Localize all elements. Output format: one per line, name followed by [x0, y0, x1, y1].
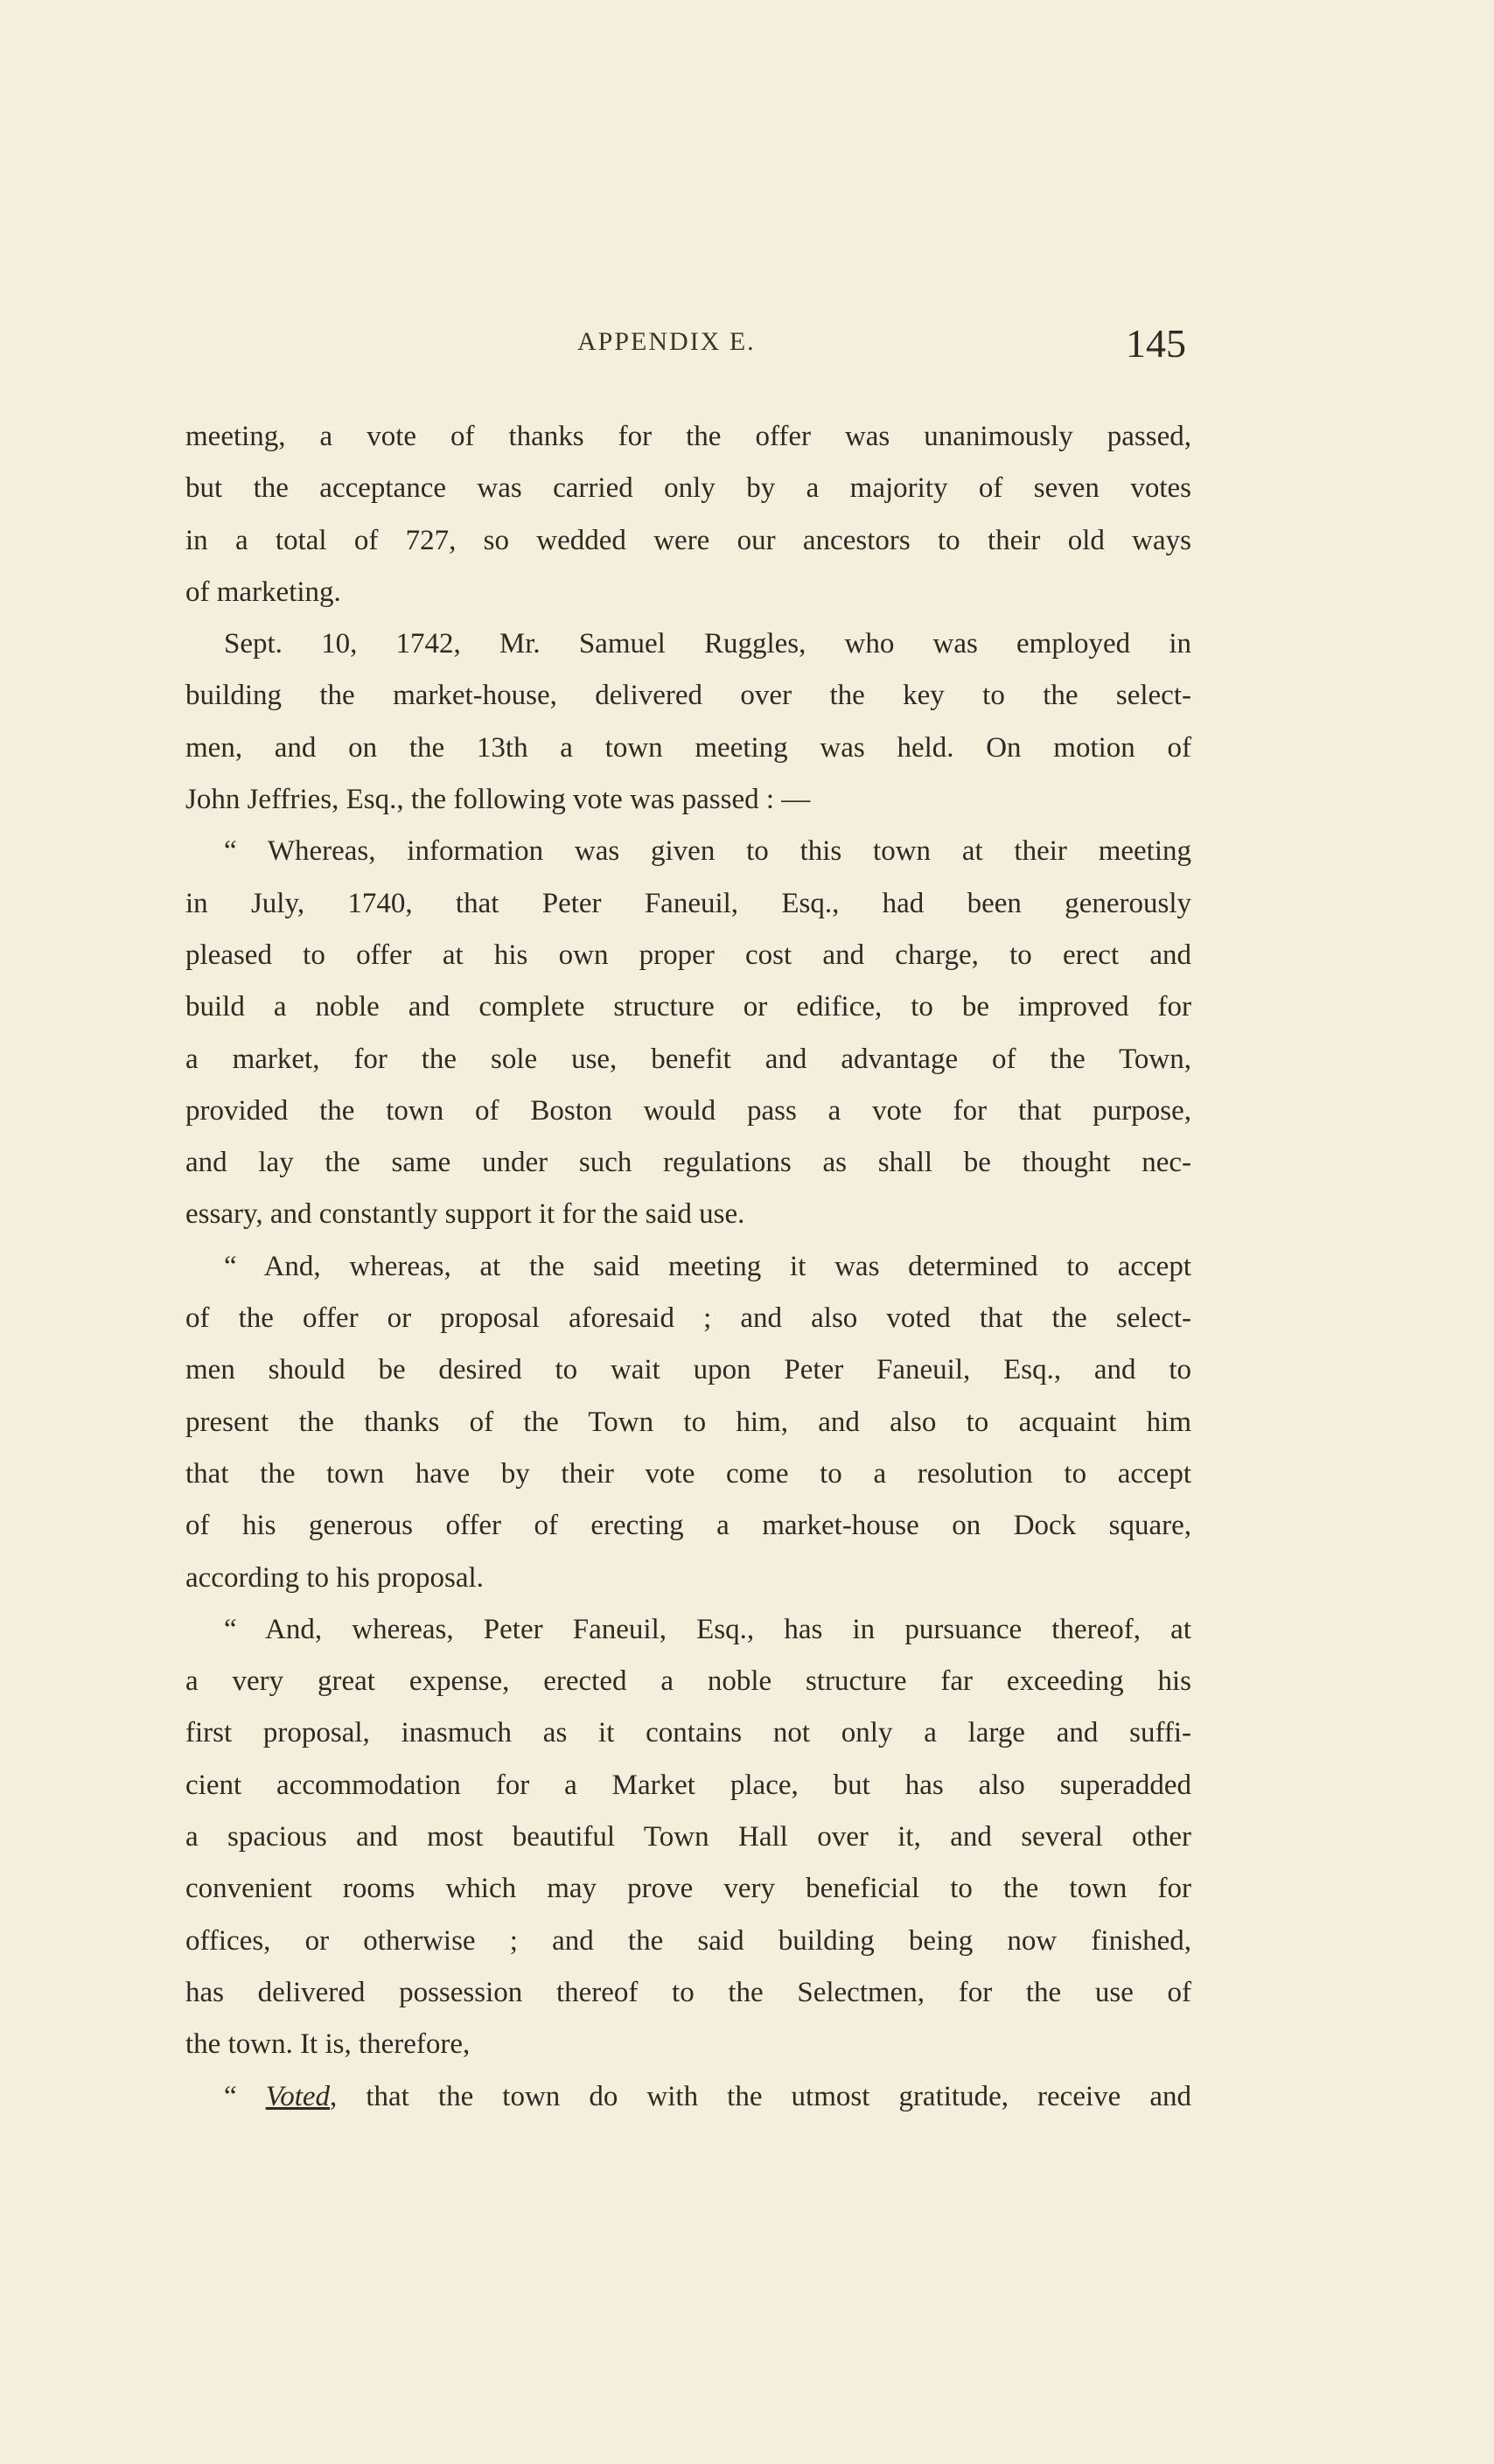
text-line: men, and on the 13th a town meeting was held. On motion of [185, 731, 1191, 764]
text-line: of marketing. [185, 576, 341, 608]
text-line: “ And, whereas, at the said meeting it was determined to accept [224, 1250, 1191, 1282]
text-line: offices, or otherwise ; and the said building being now finished, [185, 1924, 1191, 1957]
text-line: that the town have by their vote come to a resolution to accept [185, 1457, 1191, 1490]
text-line: a spacious and most beautiful Town Hall over it, and several other [185, 1821, 1191, 1853]
text-line: according to his proposal. [185, 1561, 484, 1594]
text-line: a very great expense, erected a noble structure far exceeding his [185, 1665, 1191, 1698]
text-line: but the acceptance was carried only by a majority of seven votes [185, 472, 1191, 505]
text-line: in a total of 727, so wedded were our ancestors to their old ways [185, 524, 1191, 556]
text-line: first proposal, inasmuch as it contains not only a large and suffi- [185, 1717, 1191, 1749]
text-line: “ Whereas, information was given to this town at their meeting [224, 835, 1191, 868]
voted-line-rest: , that the town do with the utmost gratitude, receive and [330, 2080, 1191, 2112]
page-number: 145 [1126, 321, 1186, 366]
text-line: the town. It is, therefore, [185, 2028, 471, 2061]
text-line: cient accommodation for a Market place, but has also superadded [185, 1769, 1191, 1801]
text-line: essary, and constantly support it for the said use. [185, 1198, 745, 1231]
text-line: build a noble and complete structure or edifice, to be improved for [185, 991, 1191, 1023]
text-line: and lay the same under such regulations as shall be thought nec- [185, 1147, 1191, 1179]
text-line: in July, 1740, that Peter Faneuil, Esq., had been generously [185, 887, 1191, 919]
text-line: of his generous offer of erecting a market-house on Dock square, [185, 1510, 1191, 1542]
text-line-voted [185, 2071, 1191, 2123]
text-line: provided the town of Boston would pass a vote for that purpose, [185, 1094, 1191, 1127]
text-line: convenient rooms which may prove very beneficial to the town for [185, 1873, 1191, 1905]
text-line: “ And, whereas, Peter Faneuil, Esq., has in pursuance thereof, at [224, 1613, 1191, 1645]
running-head [185, 320, 1191, 373]
text-line: Sept. 10, 1742, Mr. Samuel Ruggles, who was employed in [224, 628, 1191, 660]
voted-word: Voted [265, 2080, 331, 2112]
running-title: APPENDIX E. [577, 327, 756, 356]
text-line: present the thanks of the Town to him, and also to acquaint him [185, 1406, 1191, 1438]
open-quote: “ [224, 2080, 266, 2112]
text-line: a market, for the sole use, benefit and advantage of the Town, [185, 1043, 1191, 1075]
text-line: has delivered possession thereof to the Selectmen, for the use of [185, 1976, 1191, 2008]
body-text [185, 411, 1191, 2123]
text-line: John Jeffries, Esq., the following vote was passed : — [185, 784, 811, 816]
text-line: building the market-house, delivered over the key to the select- [185, 680, 1191, 712]
text-line: men should be desired to wait upon Peter Faneuil, Esq., and to [185, 1354, 1191, 1386]
text-line: pleased to offer at his own proper cost and charge, to erect and [185, 939, 1191, 971]
text-line: of the offer or proposal aforesaid ; and also voted that the select- [185, 1302, 1191, 1335]
text-line: meeting, a vote of thanks for the offer was unanimously passed, [185, 421, 1191, 452]
